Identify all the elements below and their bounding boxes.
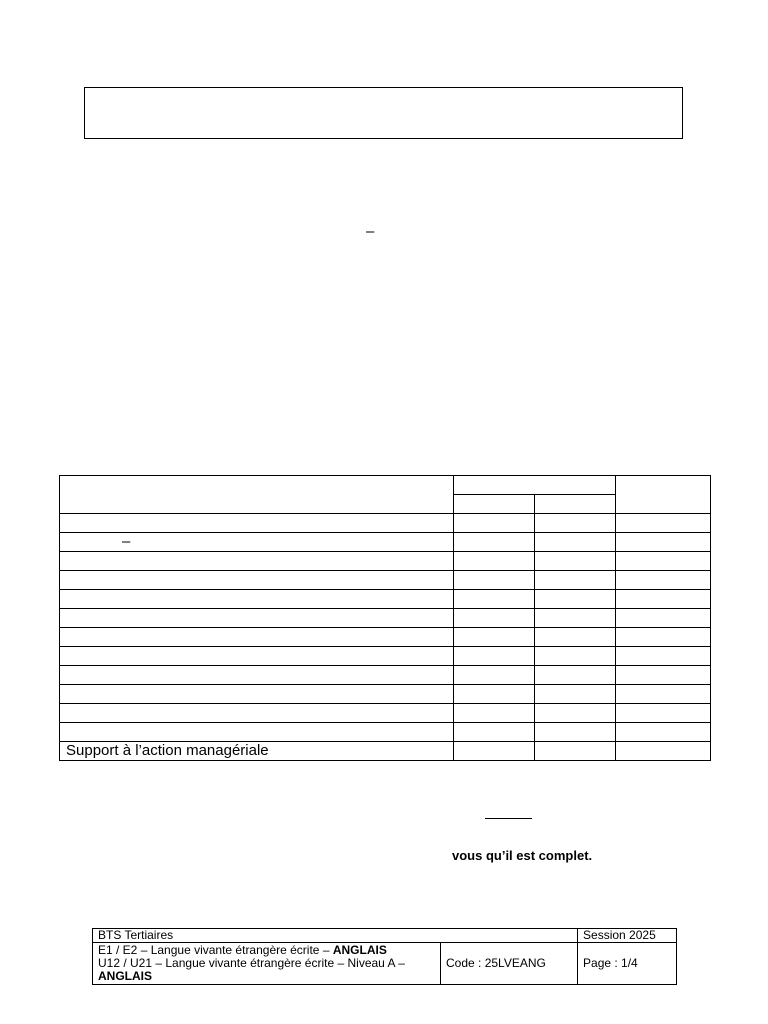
table-row <box>60 590 711 609</box>
table-row <box>60 609 711 628</box>
table-row <box>60 704 711 723</box>
table-row-label <box>60 514 454 533</box>
table-row-label <box>60 666 454 685</box>
table-row-label <box>60 723 454 742</box>
table-header-group <box>454 476 616 495</box>
underline-rule <box>485 818 532 819</box>
table-row <box>60 552 711 571</box>
table-row-label: Support à l’action managériale <box>60 742 454 761</box>
table-row <box>60 628 711 647</box>
table-row-label: – <box>60 533 454 552</box>
title-box <box>84 87 683 139</box>
table-row-label <box>60 552 454 571</box>
table-header-row-1 <box>60 476 711 495</box>
footer-exam-line1: E1 / E2 – Langue vivante étrangère écrite – ANGLAIS <box>98 943 387 957</box>
table-subheader-b <box>535 495 616 514</box>
table-row <box>60 514 711 533</box>
footer-session: Session 2025 <box>578 929 677 943</box>
table-row-label <box>60 685 454 704</box>
table-row <box>60 685 711 704</box>
complete-note: vous qu’il est complet. <box>452 848 593 863</box>
table-row <box>60 533 711 552</box>
table-row-label <box>60 571 454 590</box>
footer-exam <box>93 943 441 985</box>
table-row <box>60 723 711 742</box>
table-row-label <box>60 590 454 609</box>
footer-row-bottom <box>93 943 677 985</box>
table-row <box>60 742 711 761</box>
table-row <box>60 571 711 590</box>
table-subheader-a <box>454 495 535 514</box>
footer-row-top <box>93 929 677 943</box>
table-row-label <box>60 609 454 628</box>
table-header-last <box>616 476 711 514</box>
table-row <box>60 647 711 666</box>
footer-program: BTS Tertiaires <box>93 929 578 943</box>
table-row-label <box>60 628 454 647</box>
table-header-label <box>60 476 454 514</box>
table-row <box>60 666 711 685</box>
table-row-label <box>60 704 454 723</box>
data-table <box>59 475 711 761</box>
footer-exam-line2: U12 / U21 – Langue vivante étrangère écrite – Niveau A – ANGLAIS <box>98 956 405 983</box>
header-dash: – <box>366 223 375 240</box>
footer-code: Code : 25LVEANG <box>441 943 578 985</box>
footer-table <box>92 928 677 985</box>
table-row-label <box>60 647 454 666</box>
footer-page: Page : 1/4 <box>578 943 677 985</box>
